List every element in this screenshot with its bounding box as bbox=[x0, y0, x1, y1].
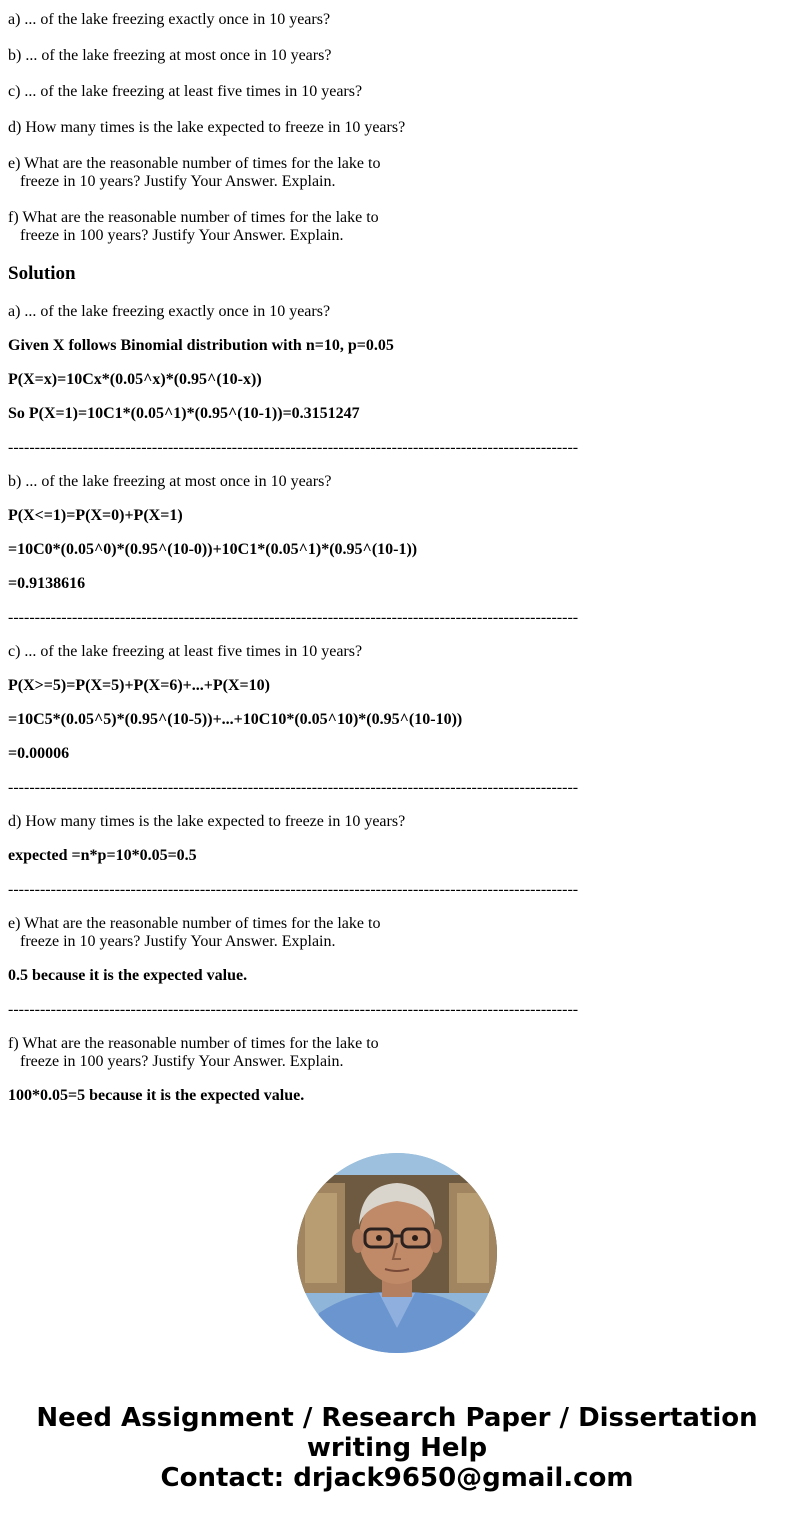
solution-heading: Solution bbox=[8, 263, 76, 284]
solution-c-line: =10C5*(0.05^5)*(0.95^(10-5))+...+10C10*(0.05^10)*(0.95^(10-10)) bbox=[8, 711, 463, 728]
solution-e-line: 0.5 because it is the expected value. bbox=[8, 967, 248, 984]
question-f: f) What are the reasonable number of times for the lake to freeze in 100 years? Justify Your Answer. Explain. bbox=[8, 209, 379, 244]
solution-c-line: P(X>=5)=P(X=5)+P(X=6)+...+P(X=10) bbox=[8, 677, 270, 694]
solution-a-line: Given X follows Binomial distribution with n=10, p=0.05 bbox=[8, 337, 394, 354]
solution-a-line: P(X=x)=10Cx*(0.05^x)*(0.95^(10-x)) bbox=[8, 371, 262, 388]
solution-b-line: =0.9138616 bbox=[8, 575, 86, 592]
question-a: a) ... of the lake freezing exactly once in 10 years? bbox=[8, 11, 331, 28]
document-content bbox=[8, 11, 778, 1121]
solution-d-question: d) How many times is the lake expected to freeze in 10 years? bbox=[8, 813, 406, 830]
solution-d-line: expected =n*p=10*0.05=0.5 bbox=[8, 847, 197, 864]
question-e: e) What are the reasonable number of times for the lake to freeze in 10 years? Justify Your Answer. Explain. bbox=[8, 155, 381, 190]
separator: ----------------------------------------------------------------------------------------------------------- bbox=[8, 1001, 579, 1018]
author-photo-icon bbox=[297, 1153, 497, 1353]
promo-line-1: Need Assignment / Research Paper / Dissertation bbox=[36, 1403, 758, 1433]
promo-banner bbox=[0, 1403, 794, 1493]
solution-c-question: c) ... of the lake freezing at least five times in 10 years? bbox=[8, 643, 363, 660]
solution-a-line: So P(X=1)=10C1*(0.05^1)*(0.95^(10-1))=0.3151247 bbox=[8, 405, 360, 422]
solution-b-question: b) ... of the lake freezing at most once in 10 years? bbox=[8, 473, 332, 490]
separator: ----------------------------------------------------------------------------------------------------------- bbox=[8, 609, 579, 626]
solution-b-line: P(X<=1)=P(X=0)+P(X=1) bbox=[8, 507, 183, 524]
question-b: b) ... of the lake freezing at most once in 10 years? bbox=[8, 47, 332, 64]
question-c: c) ... of the lake freezing at least five times in 10 years? bbox=[8, 83, 363, 100]
solution-f-line: 100*0.05=5 because it is the expected value. bbox=[8, 1087, 305, 1104]
solution-b-line: =10C0*(0.05^0)*(0.95^(10-0))+10C1*(0.05^1)*(0.95^(10-1)) bbox=[8, 541, 418, 558]
solution-a-question: a) ... of the lake freezing exactly once in 10 years? bbox=[8, 303, 331, 320]
separator: ----------------------------------------------------------------------------------------------------------- bbox=[8, 779, 579, 796]
solution-c-line: =0.00006 bbox=[8, 745, 70, 762]
question-d: d) How many times is the lake expected to freeze in 10 years? bbox=[8, 119, 406, 136]
avatar bbox=[297, 1153, 497, 1353]
separator: ----------------------------------------------------------------------------------------------------------- bbox=[8, 881, 579, 898]
solution-f-question: f) What are the reasonable number of times for the lake to freeze in 100 years? Justify Your Answer. Explain. bbox=[8, 1035, 379, 1070]
solution-e-question: e) What are the reasonable number of times for the lake to freeze in 10 years? Justify Your Answer. Explain. bbox=[8, 915, 381, 950]
separator: ----------------------------------------------------------------------------------------------------------- bbox=[8, 439, 579, 456]
promo-contact: Contact: drjack9650@gmail.com bbox=[160, 1463, 634, 1493]
promo-line-2: writing Help bbox=[306, 1433, 488, 1463]
